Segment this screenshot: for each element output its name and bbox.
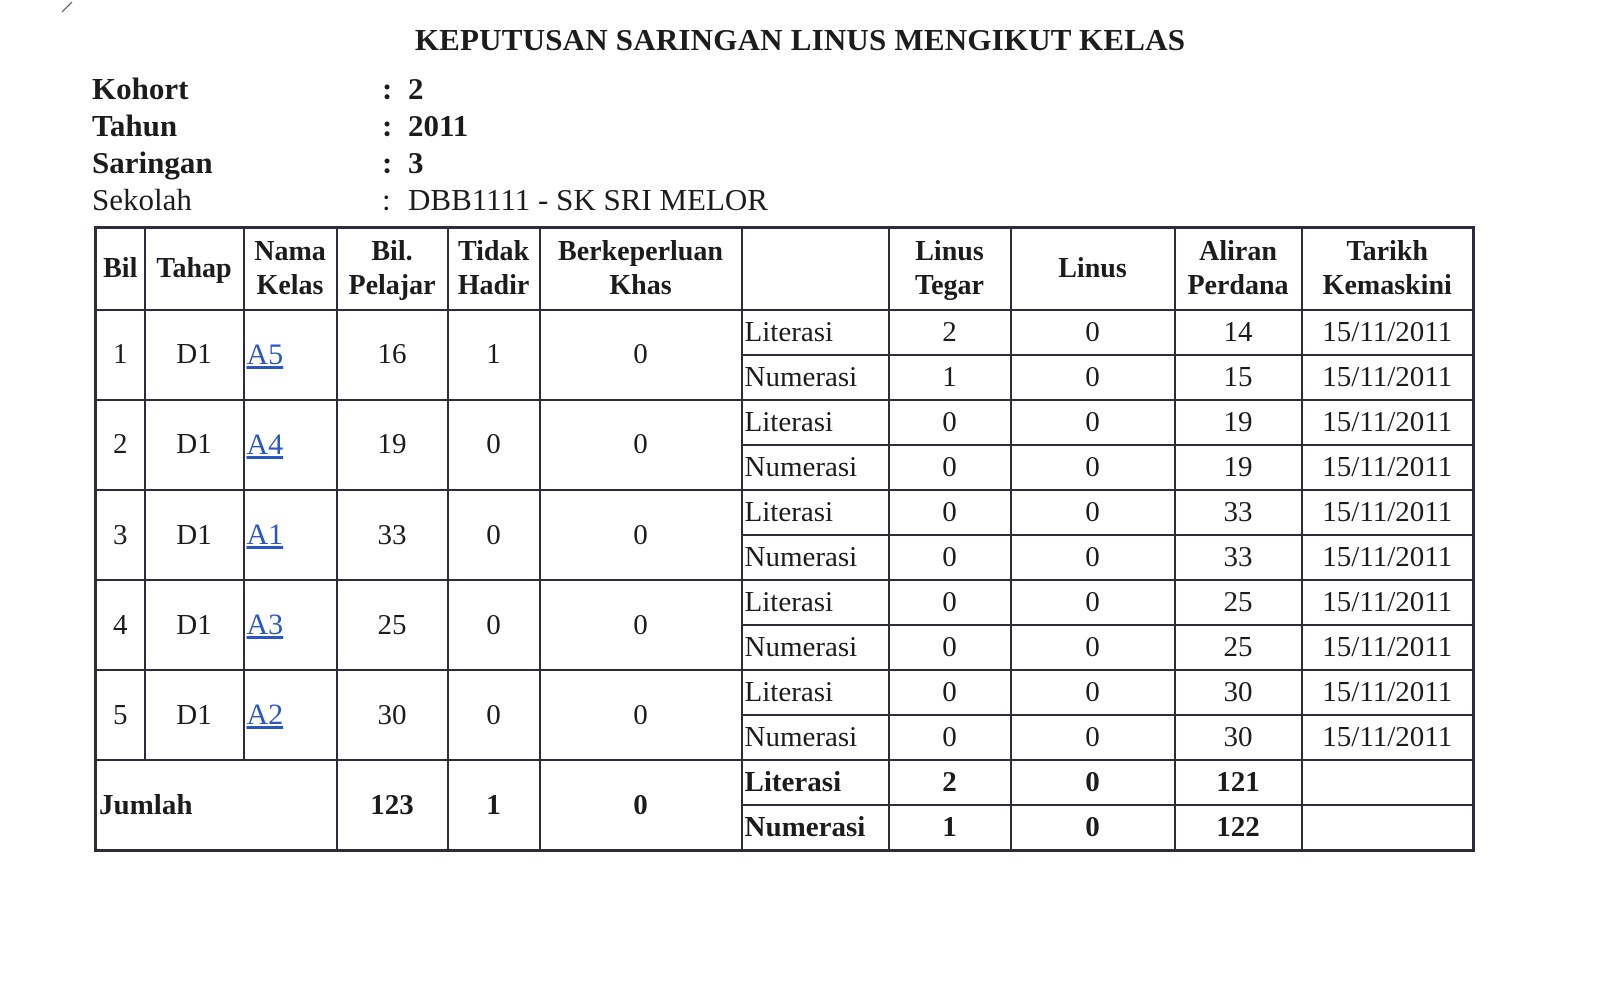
cell-jenis: Literasi: [742, 580, 889, 625]
cell-tegar: 0: [889, 400, 1011, 445]
cell-tegar: 1: [889, 805, 1011, 850]
header-line: Berkeperluan: [558, 236, 723, 268]
col-header-aliran-perdana: [1175, 228, 1302, 310]
cell-perdana: 122: [1175, 805, 1302, 850]
cell-tegar: 0: [889, 580, 1011, 625]
header-line: Kemaskini: [1322, 269, 1452, 301]
cell-total-khas: 0: [540, 760, 742, 850]
cell-perdana: 33: [1175, 535, 1302, 580]
meta-tahun: [92, 107, 768, 144]
col-header-jenis: [742, 228, 889, 310]
page-title: KEPUTUSAN SARINGAN LINUS MENGIKUT KELAS: [414, 22, 1186, 57]
cell-khas: 0: [540, 490, 742, 580]
cell-bil: 2: [96, 400, 145, 490]
cell-tegar: 0: [889, 535, 1011, 580]
class-link[interactable]: A2: [246, 698, 284, 732]
cell-perdana: 25: [1175, 580, 1302, 625]
cell-linus: 0: [1011, 535, 1175, 580]
cell-khas: 0: [540, 310, 742, 400]
meta-kohort: [92, 70, 768, 107]
cell-kelas: [244, 400, 337, 490]
cell-linus: 0: [1011, 760, 1175, 805]
cell-linus: 0: [1011, 805, 1175, 850]
cell-perdana: 15: [1175, 355, 1302, 400]
cell-perdana: 19: [1175, 400, 1302, 445]
col-header-berkeperluan-khas: [540, 228, 742, 310]
cell-jenis: Numerasi: [742, 805, 889, 850]
cell-perdana: 30: [1175, 715, 1302, 760]
cell-tidak-hadir: 0: [448, 580, 540, 670]
cell-pelajar: 16: [337, 310, 448, 400]
cell-tidak-hadir: 1: [448, 310, 540, 400]
cell-jenis: Numerasi: [742, 535, 889, 580]
cell-linus: 0: [1011, 625, 1175, 670]
cell-tidak-hadir: 0: [448, 400, 540, 490]
meta-value: 2: [408, 70, 424, 106]
cell-tarikh: 15/11/2011: [1302, 625, 1474, 670]
cell-perdana: 33: [1175, 490, 1302, 535]
class-link[interactable]: A3: [246, 608, 284, 642]
cell-kelas: [244, 490, 337, 580]
cell-tegar: 2: [889, 310, 1011, 355]
report-meta: [92, 70, 768, 218]
meta-label: Saringan: [92, 144, 213, 180]
pen-mark-icon: [60, 0, 74, 14]
cell-tahap: D1: [145, 400, 244, 490]
meta-separator: :: [382, 107, 393, 143]
meta-value: 3: [408, 144, 424, 180]
cell-tegar: 0: [889, 715, 1011, 760]
cell-linus: 0: [1011, 715, 1175, 760]
cell-linus: 0: [1011, 445, 1175, 490]
header-line: Tegar: [915, 269, 984, 301]
cell-tarikh: 15/11/2011: [1302, 445, 1474, 490]
cell-linus: 0: [1011, 580, 1175, 625]
class-link[interactable]: A5: [246, 337, 284, 371]
cell-tidak-hadir: 0: [448, 670, 540, 760]
cell-tarikh: 15/11/2011: [1302, 670, 1474, 715]
cell-perdana: 14: [1175, 310, 1302, 355]
header-line: Tarikh: [1346, 236, 1428, 268]
table-row: [96, 400, 1474, 445]
table-row: [96, 670, 1474, 715]
header-line: Linus: [915, 236, 984, 268]
cell-tarikh: [1302, 760, 1474, 805]
cell-pelajar: 30: [337, 670, 448, 760]
header-line: Nama: [254, 236, 326, 268]
cell-pelajar: 25: [337, 580, 448, 670]
cell-tahap: D1: [145, 580, 244, 670]
cell-tarikh: 15/11/2011: [1302, 535, 1474, 580]
cell-tidak-hadir: 0: [448, 490, 540, 580]
meta-separator: :: [382, 70, 393, 106]
meta-sekolah: [92, 181, 768, 218]
table-row: [96, 580, 1474, 625]
cell-perdana: 30: [1175, 670, 1302, 715]
header-row: [96, 228, 1474, 310]
cell-khas: 0: [540, 580, 742, 670]
cell-tarikh: [1302, 805, 1474, 850]
cell-tegar: 0: [889, 625, 1011, 670]
meta-value: DBB1111 - SK SRI MELOR: [408, 181, 768, 217]
table-row: [96, 490, 1474, 535]
cell-bil: 4: [96, 580, 145, 670]
col-header-nama-kelas: [244, 228, 337, 310]
cell-linus: 0: [1011, 400, 1175, 445]
cell-jenis: Numerasi: [742, 445, 889, 490]
meta-separator: :: [382, 181, 391, 217]
col-header-tarikh-kemaskini: [1302, 228, 1474, 310]
col-header-linus-tegar: [889, 228, 1011, 310]
cell-kelas: [244, 670, 337, 760]
header-line: Tidak: [457, 236, 530, 268]
header-line: Perdana: [1187, 269, 1289, 301]
meta-separator: :: [382, 144, 393, 180]
cell-jumlah-label: Jumlah: [96, 760, 337, 850]
cell-total-tidak-hadir: 1: [448, 760, 540, 850]
cell-jenis: Literasi: [742, 490, 889, 535]
cell-tarikh: 15/11/2011: [1302, 400, 1474, 445]
meta-label: Kohort: [92, 70, 189, 106]
meta-label: Tahun: [92, 107, 178, 143]
cell-jenis: Literasi: [742, 400, 889, 445]
cell-tegar: 1: [889, 355, 1011, 400]
cell-tarikh: 15/11/2011: [1302, 310, 1474, 355]
header-line: Kelas: [256, 269, 324, 301]
cell-tarikh: 15/11/2011: [1302, 580, 1474, 625]
col-header-bil-pelajar: [337, 228, 448, 310]
cell-linus: 0: [1011, 670, 1175, 715]
cell-jenis: Literasi: [742, 670, 889, 715]
cell-bil: 5: [96, 670, 145, 760]
cell-tegar: 0: [889, 445, 1011, 490]
cell-linus: 0: [1011, 310, 1175, 355]
cell-tarikh: 15/11/2011: [1302, 355, 1474, 400]
results-table: [94, 226, 1475, 852]
cell-jenis: Numerasi: [742, 355, 889, 400]
cell-tahap: D1: [145, 490, 244, 580]
table-row: [96, 310, 1474, 355]
col-header-linus: Linus: [1011, 228, 1175, 310]
cell-tarikh: 15/11/2011: [1302, 490, 1474, 535]
header-line: Hadir: [457, 269, 530, 301]
col-header-tidak-hadir: [448, 228, 540, 310]
cell-tahap: D1: [145, 670, 244, 760]
cell-tegar: 0: [889, 670, 1011, 715]
cell-jenis: Numerasi: [742, 625, 889, 670]
total-row: [96, 760, 1474, 805]
cell-perdana: 25: [1175, 625, 1302, 670]
class-link[interactable]: A1: [246, 517, 284, 551]
cell-bil: 1: [96, 310, 145, 400]
cell-total-pelajar: 123: [337, 760, 448, 850]
meta-label: Sekolah: [92, 181, 192, 217]
cell-pelajar: 33: [337, 490, 448, 580]
cell-perdana: 121: [1175, 760, 1302, 805]
cell-kelas: [244, 580, 337, 670]
cell-linus: 0: [1011, 355, 1175, 400]
cell-tahap: D1: [145, 310, 244, 400]
cell-tegar: 2: [889, 760, 1011, 805]
cell-jenis: Literasi: [742, 310, 889, 355]
cell-perdana: 19: [1175, 445, 1302, 490]
col-header-tahap: Tahap: [145, 228, 244, 310]
cell-bil: 3: [96, 490, 145, 580]
header-line: Bil.: [371, 236, 413, 268]
meta-value: 2011: [408, 107, 469, 143]
cell-jenis: Numerasi: [742, 715, 889, 760]
header-line: Pelajar: [348, 269, 436, 301]
cell-tegar: 0: [889, 490, 1011, 535]
col-header-bil: Bil: [96, 228, 145, 310]
cell-khas: 0: [540, 670, 742, 760]
header-line: Khas: [609, 269, 672, 301]
cell-linus: 0: [1011, 490, 1175, 535]
cell-tarikh: 15/11/2011: [1302, 715, 1474, 760]
cell-jenis: Literasi: [742, 760, 889, 805]
cell-khas: 0: [540, 400, 742, 490]
cell-kelas: [244, 310, 337, 400]
cell-pelajar: 19: [337, 400, 448, 490]
meta-saringan: [92, 144, 768, 181]
class-link[interactable]: A4: [246, 427, 284, 461]
header-line: Aliran: [1199, 236, 1277, 268]
